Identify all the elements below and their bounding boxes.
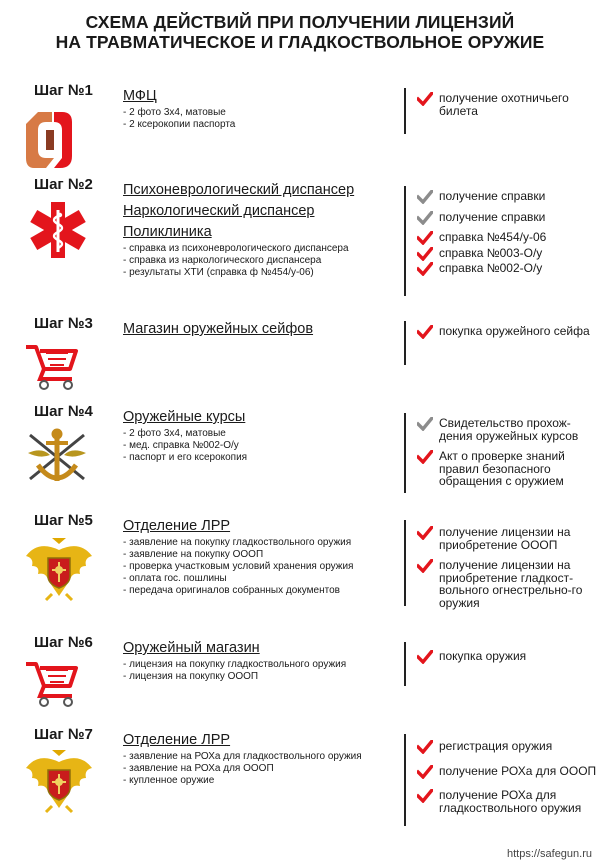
- divider-line: [404, 88, 406, 134]
- result-text: Акт о проверке знаний правил безопасного обращения с оружием: [439, 449, 565, 488]
- result-item: [417, 740, 599, 753]
- requirements-list: [123, 537, 353, 597]
- result-text: регистрация оружия: [439, 739, 553, 753]
- result-item: [417, 559, 599, 609]
- requirement-item: - 2 фото 3х4, матовые: [123, 107, 226, 118]
- requirement-item: - мед. справка №002-О/у: [123, 440, 239, 451]
- organization-link[interactable]: Магазин оружейных сейфов: [123, 321, 314, 337]
- result-text: справка №002-О/у: [439, 261, 543, 275]
- result-text: Свидетельство прохож-дения оружейных курсов: [439, 416, 579, 443]
- requirement-item: - заявление на РОХа для гладкоствольного оружия: [123, 751, 362, 762]
- result-item: [417, 450, 599, 488]
- requirement-item: - заявление на покупку ОООП: [123, 549, 264, 560]
- results-list: [417, 740, 599, 814]
- result-item: [417, 231, 599, 244]
- organization-link[interactable]: МФЦ: [123, 88, 157, 104]
- star-of-life-icon: [24, 198, 92, 267]
- red-check-icon: [417, 92, 433, 106]
- title-line-1: СХЕМА ДЕЙСТВИЙ ПРИ ПОЛУЧЕНИИ ЛИЦЕНЗИЙ: [85, 12, 515, 32]
- result-item: [417, 789, 599, 814]
- requirement-item: - 2 ксерокопии паспорта: [123, 119, 236, 130]
- requirement-item: - результаты ХТИ (справка ф №454/у-06): [123, 267, 314, 278]
- result-item: [417, 92, 599, 117]
- results-list: [417, 650, 599, 663]
- step-label: Шаг №1: [34, 82, 93, 99]
- step-label: Шаг №6: [34, 634, 93, 651]
- requirements-list: [123, 428, 247, 464]
- organization-link[interactable]: Поликлиника: [123, 224, 212, 240]
- requirement-item: - купленное оружие: [123, 775, 215, 786]
- shopping-cart-icon: [24, 339, 80, 396]
- divider-line: [404, 642, 406, 686]
- organization-link[interactable]: Отделение ЛРР: [123, 732, 231, 748]
- rosgvardia-eagle-icon: [24, 536, 94, 607]
- red-check-icon: [417, 740, 433, 754]
- results-list: [417, 92, 599, 117]
- result-text: получение справки: [439, 189, 546, 203]
- result-text: получение справки: [439, 209, 546, 224]
- result-text: покупка оружейного сейфа: [439, 324, 590, 338]
- organization-link[interactable]: Отделение ЛРР: [123, 518, 231, 534]
- requirement-item: - проверка участковым условий хранения оружия: [123, 561, 354, 572]
- result-item: [417, 765, 599, 778]
- shopping-cart-icon: [24, 656, 80, 713]
- requirement-item: - справка из наркологического диспансера: [123, 255, 322, 266]
- red-check-icon: [417, 526, 433, 540]
- requirement-item: - паспорт и его ксерокопия: [123, 452, 248, 463]
- organization-link[interactable]: Наркологический диспансер: [123, 203, 315, 219]
- site-url[interactable]: https://safegun.ru: [507, 848, 592, 860]
- step-label: Шаг №4: [34, 403, 93, 420]
- red-check-icon: [417, 789, 433, 803]
- result-item: [417, 262, 599, 275]
- divider-line: [404, 734, 406, 826]
- red-check-icon: [417, 450, 433, 464]
- divider-line: [404, 186, 406, 296]
- requirement-item: - передача оригиналов собранных документов: [123, 585, 340, 596]
- requirement-item: - заявление на РОХа для ОООП: [123, 763, 274, 774]
- result-item: [417, 650, 599, 663]
- requirements-list: [123, 243, 354, 279]
- red-check-icon: [417, 650, 433, 664]
- gray-check-icon: [417, 417, 433, 431]
- red-check-icon: [417, 325, 433, 339]
- divider-line: [404, 321, 406, 365]
- result-text: справка №003-О/у: [439, 245, 543, 260]
- anchor-emblem-icon: [24, 425, 90, 494]
- gray-check-icon: [417, 211, 433, 225]
- result-item: [417, 417, 599, 442]
- step-label: Шаг №7: [34, 726, 93, 743]
- step-label: Шаг №2: [34, 176, 93, 193]
- title-line-2: НА ТРАВМАТИЧЕСКОЕ И ГЛАДКОСТВОЛЬНОЕ ОРУЖИЕ: [55, 32, 545, 52]
- result-item: [417, 325, 599, 338]
- organization-block: [123, 319, 313, 340]
- step-label: Шаг №3: [34, 315, 93, 332]
- organization-link[interactable]: Оружейные курсы: [123, 409, 246, 425]
- requirement-item: - заявление на покупку гладкоствольного оружия: [123, 537, 352, 548]
- requirements-list: [123, 659, 346, 683]
- result-text: получение лицензии на приобретение ОООП: [439, 525, 571, 552]
- divider-line: [404, 413, 406, 493]
- gray-check-icon: [417, 190, 433, 204]
- organization-block: [123, 407, 247, 464]
- result-item: [417, 526, 599, 551]
- requirement-item: - лицензия на покупку ОООП: [123, 671, 259, 682]
- result-item: [417, 247, 599, 260]
- organization-block: [123, 638, 346, 683]
- requirement-item: - 2 фото 3х4, матовые: [123, 428, 226, 439]
- organization-block: [123, 516, 353, 597]
- result-text: справка №454/у-06: [439, 230, 547, 244]
- mfc-logo-icon: [24, 110, 74, 175]
- page-title: [0, 12, 600, 52]
- results-list: [417, 417, 599, 488]
- requirement-item: - справка из психоневрологического диспансера: [123, 243, 349, 254]
- requirement-item: - лицензия на покупку гладкоствольного оружия: [123, 659, 347, 670]
- results-list: [417, 325, 599, 338]
- result-text: получение РОХа для ОООП: [439, 763, 597, 778]
- organization-link[interactable]: Оружейный магазин: [123, 640, 260, 656]
- organization-block: [123, 180, 354, 279]
- red-check-icon: [417, 262, 433, 276]
- organization-block: [123, 730, 362, 787]
- result-item: [417, 211, 599, 224]
- organization-link[interactable]: Психоневрологический диспансер: [123, 182, 355, 198]
- requirement-item: - оплата гос. пошлины: [123, 573, 227, 584]
- organization-block: [123, 86, 235, 131]
- red-check-icon: [417, 765, 433, 779]
- result-text: получение лицензии на приобретение гладкост-вольного огнестрельно-го оружия: [439, 558, 583, 610]
- results-list: [417, 190, 599, 275]
- step-label: Шаг №5: [34, 512, 93, 529]
- divider-line: [404, 520, 406, 606]
- red-check-icon: [417, 231, 433, 245]
- result-text: получение охотничьего билета: [439, 91, 569, 118]
- red-check-icon: [417, 559, 433, 573]
- rosgvardia-eagle-icon: [24, 748, 94, 819]
- result-text: покупка оружия: [439, 649, 527, 663]
- result-item: [417, 190, 599, 203]
- requirements-list: [123, 107, 235, 131]
- red-check-icon: [417, 247, 433, 261]
- results-list: [417, 526, 599, 609]
- requirements-list: [123, 751, 362, 787]
- result-text: получение РОХа для гладкоствольного оружия: [439, 788, 582, 815]
